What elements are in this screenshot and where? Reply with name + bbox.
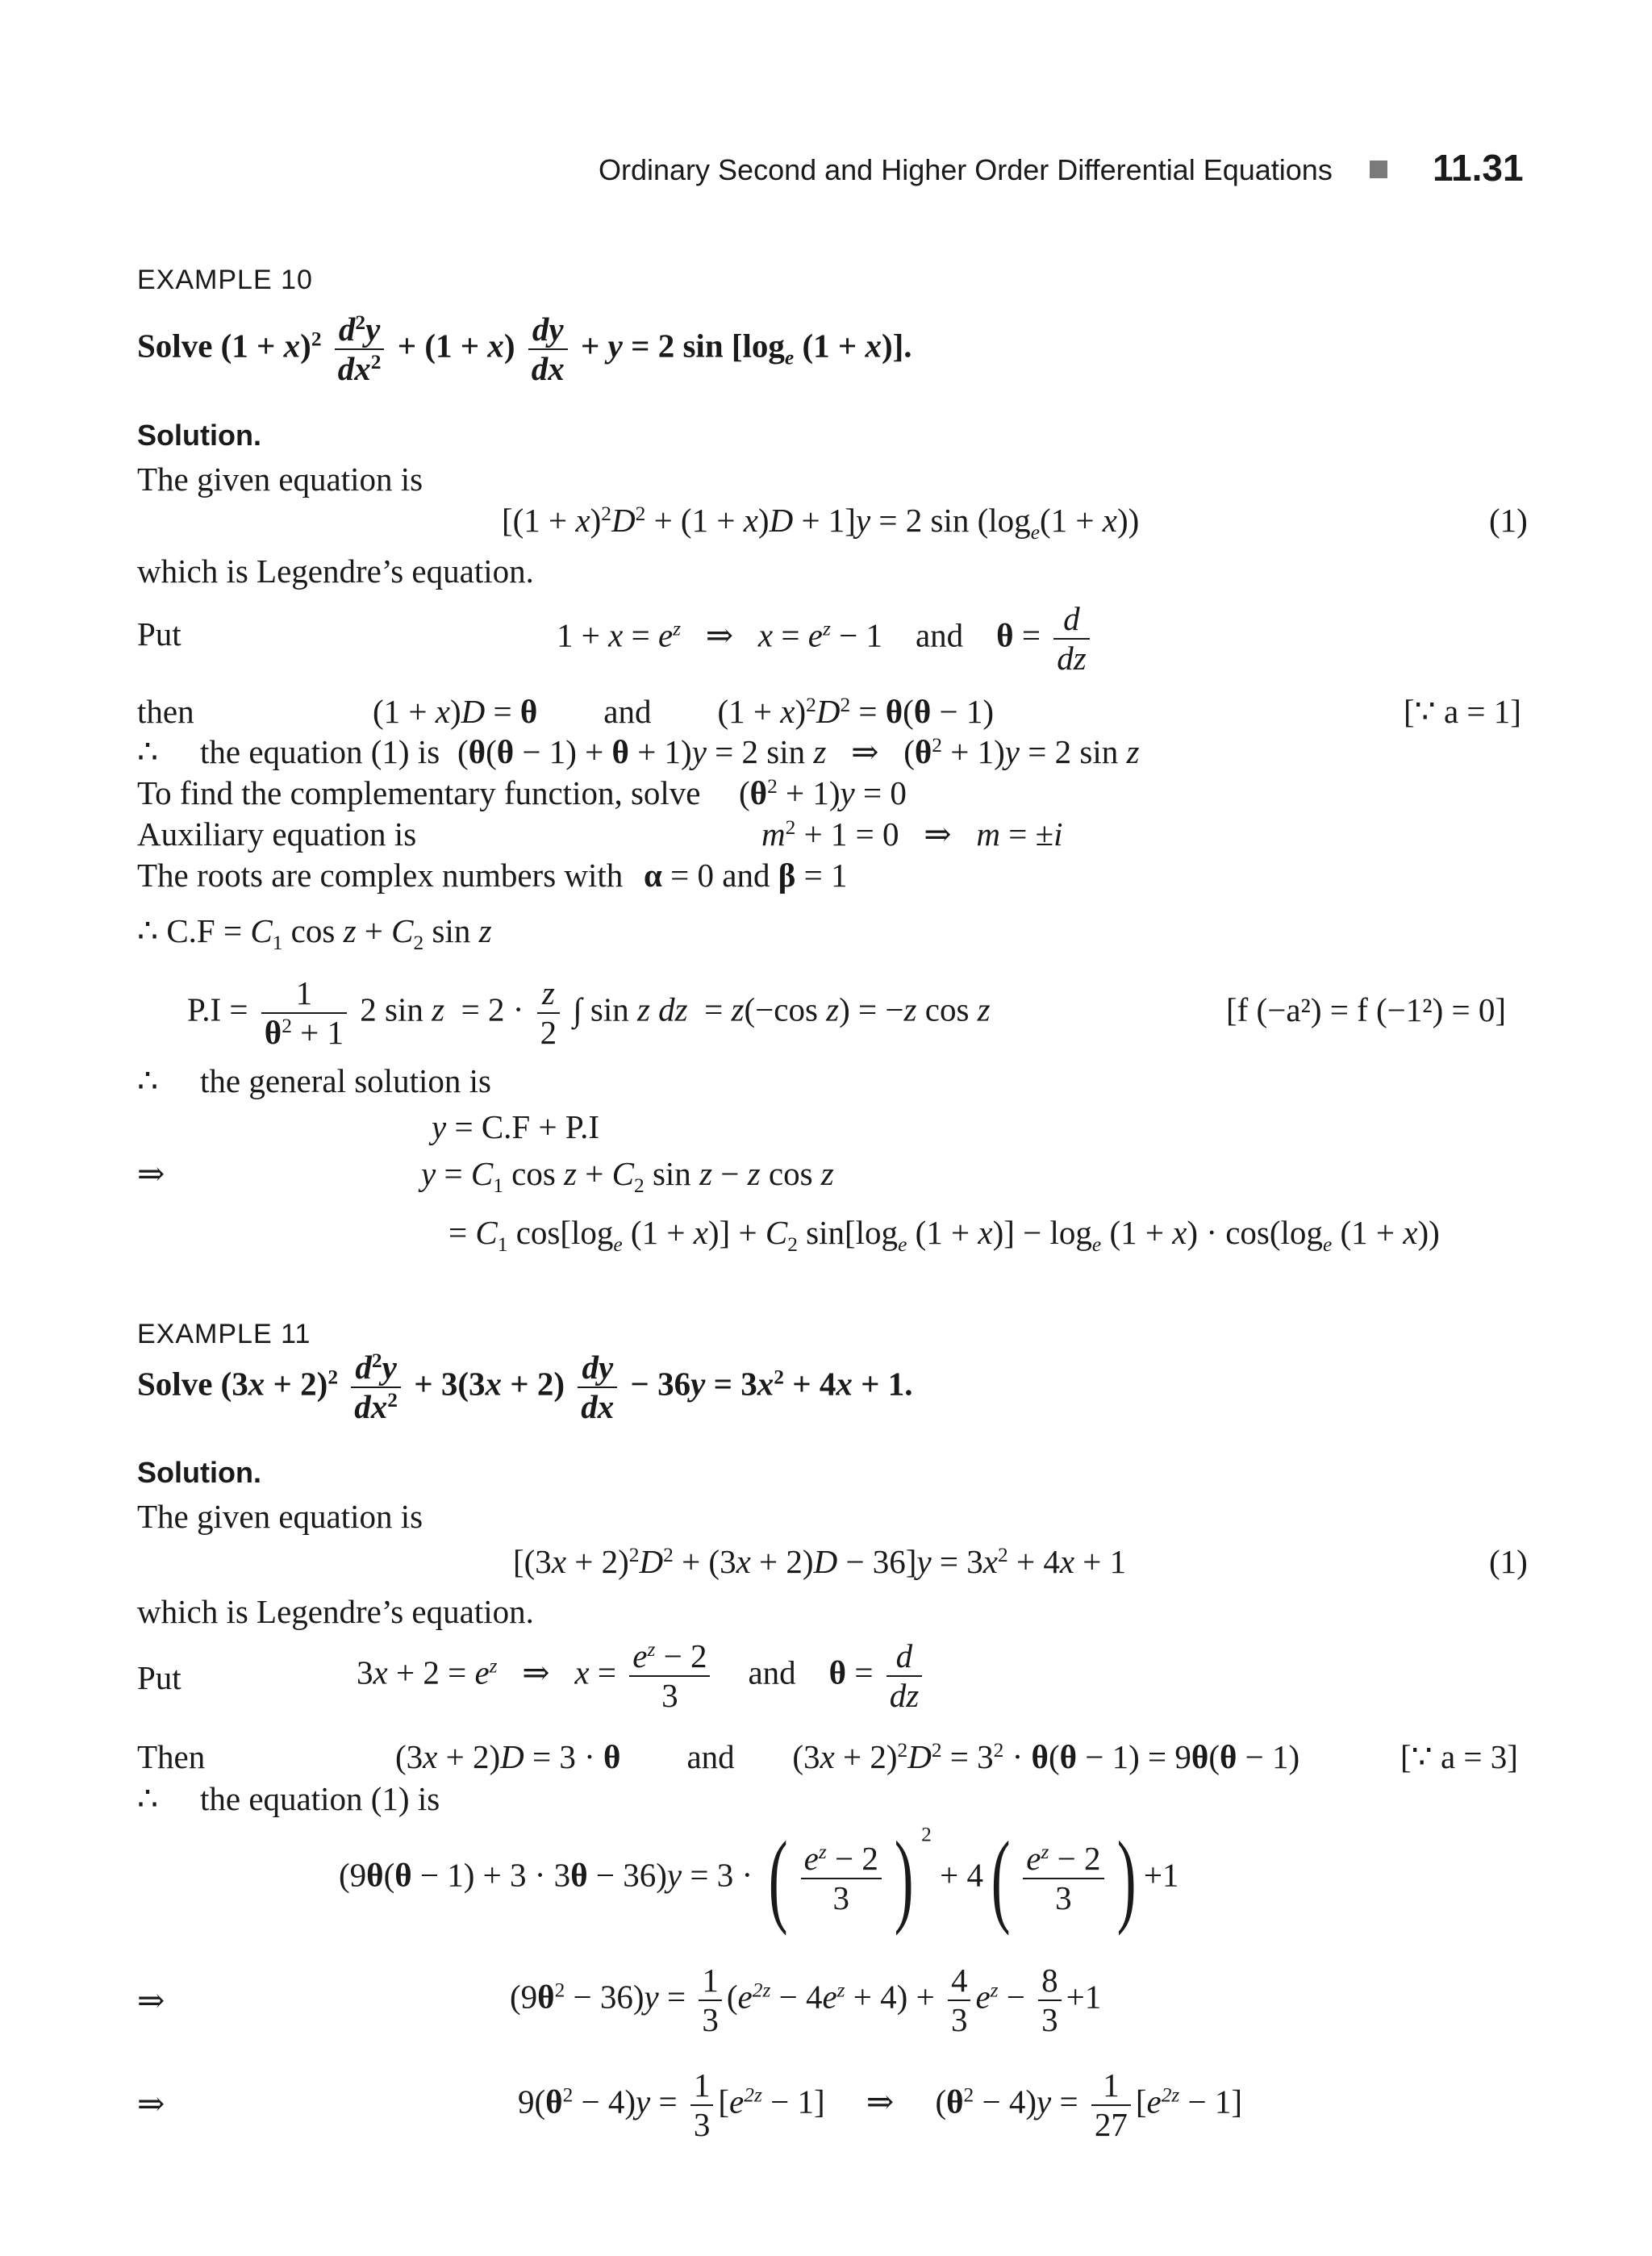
example-11-a-note: [∵ a = 3] (1400, 1738, 1518, 1775)
example-10-label: EXAMPLE 10 (137, 265, 313, 295)
example-10-solution-x: = $C_1$ $\cos[\log_e$ $(1 + x)] + C_2$ $\sin[\log_e$ $(1 + x)] - \log_e (1 + x) \cdot \cos(\log_e$ (1 + x)) (448, 1214, 1440, 1256)
example-11-implies-icon: ⇒ (137, 1982, 165, 2019)
example-11-implies-icon-2: ⇒ (137, 2085, 165, 2122)
example-10-therefore-icon-2: ∴ (137, 1062, 159, 1099)
running-title: Ordinary Second and Higher Order Differential Equations (599, 153, 1333, 186)
example-10-aux-equation: $m^2 + 1 = 0$ ⇒ m = ±i (761, 815, 1063, 853)
example-10-solution-z: $y = C_1$ $\cos z + C_2$ sin z − z cos z (421, 1155, 834, 1197)
example-10-y-cf-pi: y = C.F + P.I (432, 1108, 600, 1145)
example-10-roots-values: α = 0 and β = 1 (644, 857, 848, 894)
example-11-operator-relations: (3x + 2)D = 3 · θ and $(3x + 2)^2D^2 = 3^2 \cdot \theta(\theta - 1) = 9\theta(\theta - 1)$ (395, 1738, 1300, 1775)
example-11-problem: Solve $(3x + 2)^2$ $\frac{d^2y}{dx^2}$ + 3(3x + 2) $\frac{dy}{dx}$ − $36y = 3x^2 + 4x + 1$. (137, 1349, 913, 1426)
example-10-operator-relations: (1 + x)D = θ and $(1 + x)^2D^2 = \theta(\theta - 1)$ (373, 693, 995, 730)
header-square-icon (1370, 161, 1387, 178)
example-10-pi: P.I = $\frac{1}{\theta^2 + 1}$ 2 sin z = 2 · $\frac{z}{2}$ ∫ sin z dz = z(−cos z) = −z cos z (187, 974, 991, 1052)
example-10-implies-icon: ⇒ (137, 1155, 165, 1192)
example-10-legendre-text: which is Legendre’s equation. (137, 553, 534, 590)
example-10-then-label: then (137, 693, 194, 730)
example-11-reduced-equation: $9(\theta^2 - 4)y$ = $\frac{1}{3}$ $[e^{2z} - 1]$ ⇒ $(\theta^2 - 4)y$ = $\frac{1}{27}$ $[e^{2z} - 1]$ (518, 2066, 1243, 2144)
example-11-then-label: Then (137, 1738, 206, 1775)
example-11-legendre-text: which is Legendre’s equation. (137, 1593, 534, 1630)
example-11-substitution: $3x + 2 = e^z$ ⇒ x = $\frac{e^z - 2}{3}$ and θ = $\frac{d}{dz}$ (357, 1637, 927, 1715)
example-10-a-note: [∵ a = 1] (1404, 693, 1521, 730)
example-10-cf-text: To find the complementary function, solve (137, 774, 701, 811)
example-11-put-label: Put (137, 1659, 181, 1696)
example-10-problem: Solve $(1 + x)^2$ $\frac{d^2y}{dx^2}$ + (1 + x) $\frac{dy}{dx}$ + y = 2 $\sin [\log_e$ (1 + x)]. (137, 311, 912, 388)
example-10-roots-text: The roots are complex numbers with (137, 857, 624, 894)
example-10-transformed-equation: (θ(θ − 1) + θ + 1)y = 2 sin z ⇒ $(\theta^2 + 1)y = 2$ sin z (457, 733, 1140, 770)
example-10-put-label: Put (137, 615, 181, 653)
example-10-equation-1: $[(1 + x)^2D^2 + (1 + x)D + 1]y = 2$ $\sin (\log_e(1 + x))$ (502, 502, 1140, 544)
example-11-expanded-equation: $(9\theta^2 - 36)y$ = $\frac{1}{3}$ $(e^{2z} - 4e^z + 4)$ + $\frac{4}{3}$ $e^z$ − $\frac{8}{3}$ +1 (510, 1962, 1102, 2039)
example-10-pi-note: [f (−a²) = f (−1²) = 0] (1226, 991, 1506, 1028)
example-11-transformed-equation: (9θ(θ − 1) + 3 · 3θ − 36)y = 3 · ( $\frac{e^z - 2}{3}$ ) $^2$ + 4( $\frac{e^z - 2}{3}$ ) +1 (339, 1820, 1179, 1937)
example-10-therefore-icon: ∴ (137, 733, 159, 770)
example-11-therefore-text: the equation (1) is (200, 1780, 440, 1817)
example-10-eq-number: (1) (1489, 502, 1528, 539)
example-11-label: EXAMPLE 11 (137, 1319, 311, 1349)
example-10-solution-label: Solution. (137, 419, 261, 452)
example-11-eq-number: (1) (1489, 1543, 1528, 1580)
example-10-cf-equation: $(\theta^2 + 1)y = 0$ (739, 774, 907, 811)
example-10-substitution: $1 + x = e^z$ ⇒ $x = e^z - 1$ and θ = $\frac{d}{dz}$ (557, 600, 1095, 678)
example-10-given-text: The given equation is (137, 461, 423, 498)
example-10-cf: ∴ $C.F = C_1$ $\cos z + C_2$ sin z (137, 912, 492, 954)
example-11-given-text: The given equation is (137, 1498, 423, 1535)
example-11-solution-label: Solution. (137, 1456, 261, 1489)
page-number: 11.31 (1433, 147, 1524, 189)
example-10-general-text: the general solution is (200, 1062, 491, 1099)
example-11-equation-1: $[(3x + 2)^2D^2 + (3x + 2)D - 36]y = 3x^2 + 4x + 1$ (513, 1543, 1127, 1580)
example-11-therefore-icon: ∴ (137, 1780, 159, 1817)
example-10-therefore-text: the equation (1) is (200, 733, 440, 770)
example-10-aux-text: Auxiliary equation is (137, 815, 417, 853)
